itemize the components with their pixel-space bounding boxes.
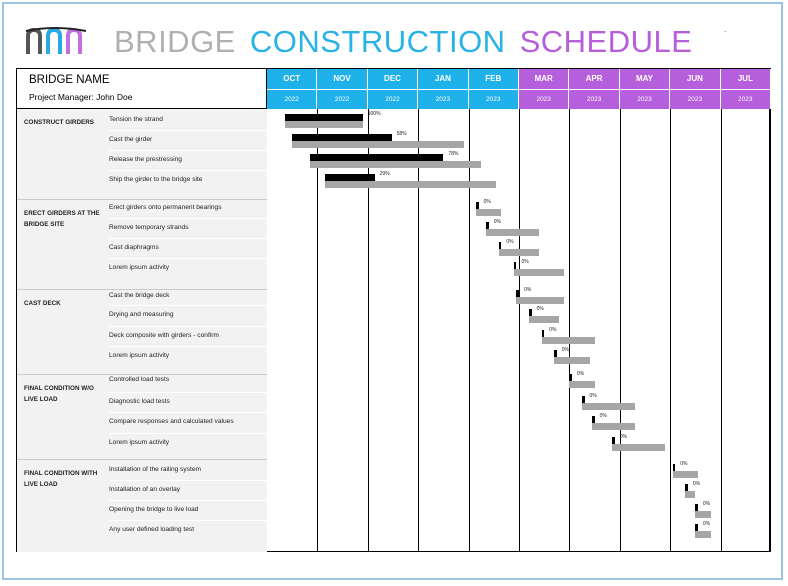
row-separator xyxy=(109,326,267,327)
year-header-may: 2023 xyxy=(620,89,670,109)
planned-bar[interactable] xyxy=(569,381,594,388)
bridge-logo xyxy=(24,26,88,61)
page-frame xyxy=(2,2,783,580)
task-name[interactable]: Ship the girder to the bridge site xyxy=(109,176,203,183)
project-manager-label[interactable]: Project Manager: John Doe xyxy=(29,92,133,102)
year-header-nov: 2022 xyxy=(317,89,367,109)
month-header-nov[interactable]: NOV xyxy=(317,69,367,89)
progress-percent: 0% xyxy=(536,306,544,312)
planned-bar[interactable] xyxy=(529,316,559,323)
grid-line xyxy=(620,109,621,552)
progress-bar[interactable] xyxy=(592,416,595,423)
planned-bar[interactable] xyxy=(695,511,710,518)
row-separator xyxy=(109,305,267,306)
planned-bar[interactable] xyxy=(514,269,564,276)
phase-label: CAST DECK xyxy=(24,300,61,307)
progress-bar[interactable] xyxy=(695,504,698,511)
progress-bar[interactable] xyxy=(569,374,572,381)
task-name[interactable]: Controlled load tests xyxy=(109,376,170,383)
month-header-may[interactable]: MAY xyxy=(620,69,670,89)
progress-percent: 0% xyxy=(506,239,514,245)
month-header-jan[interactable]: JAN xyxy=(418,69,468,89)
year-header-mar: 2023 xyxy=(519,89,569,109)
progress-bar[interactable] xyxy=(325,174,375,181)
task-name[interactable]: Installation of an overlay xyxy=(109,486,181,493)
title-word-schedule: SCHEDULE xyxy=(519,24,693,59)
planned-bar[interactable] xyxy=(582,403,635,410)
planned-bar[interactable] xyxy=(685,491,695,498)
task-name[interactable]: Any user defined loading test xyxy=(109,526,195,533)
month-header-dec[interactable]: DEC xyxy=(368,69,418,89)
phase-block xyxy=(17,374,267,459)
project-info-box xyxy=(17,69,267,109)
year-header-dec: 2022 xyxy=(368,89,418,109)
gantt-sheet xyxy=(16,68,771,552)
task-name[interactable]: Lorem ipsum activity xyxy=(109,264,170,271)
row-separator xyxy=(109,218,267,219)
task-name[interactable]: Opening the bridge to live load xyxy=(109,506,199,513)
row-separator xyxy=(109,433,267,434)
year-header-feb: 2023 xyxy=(469,89,519,109)
progress-percent: 0% xyxy=(599,413,607,419)
title-word-construction: CONSTRUCTION xyxy=(249,24,506,59)
grid-line xyxy=(569,109,570,552)
year-header-jan: 2023 xyxy=(418,89,468,109)
grid-line xyxy=(769,109,770,552)
progress-percent: 0% xyxy=(680,461,688,467)
task-name[interactable]: Diagnostic load tests xyxy=(109,398,170,405)
row-separator xyxy=(109,150,267,151)
progress-percent: 0% xyxy=(589,393,597,399)
task-name[interactable]: Cast the girder xyxy=(109,136,153,143)
progress-bar[interactable] xyxy=(685,484,688,491)
progress-bar[interactable] xyxy=(542,330,545,337)
phase-label: ERECT GIRDERS AT THE BRIDGE SITE xyxy=(24,210,100,228)
planned-bar[interactable] xyxy=(554,357,589,364)
progress-percent: 0% xyxy=(549,327,557,333)
planned-bar[interactable] xyxy=(310,161,481,168)
phase-label: CONSTRUCT GIRDERS xyxy=(24,119,94,126)
progress-bar[interactable] xyxy=(554,350,557,357)
month-header-jul[interactable]: JUL xyxy=(721,69,771,89)
planned-bar[interactable] xyxy=(673,471,698,478)
planned-bar[interactable] xyxy=(516,297,564,304)
planned-bar[interactable] xyxy=(292,141,463,148)
task-name[interactable]: Cast the bridge deck xyxy=(109,292,170,299)
year-header-jun: 2023 xyxy=(670,89,720,109)
progress-percent: 0% xyxy=(523,287,532,293)
progress-bar[interactable] xyxy=(310,154,444,161)
planned-bar[interactable] xyxy=(592,423,635,430)
progress-bar[interactable] xyxy=(612,437,615,444)
month-header-feb[interactable]: FEB xyxy=(469,69,519,89)
grid-line xyxy=(418,109,419,552)
progress-percent: 29% xyxy=(379,171,390,177)
corner-mark: . xyxy=(724,24,727,34)
task-name[interactable]: Remove temporary strands xyxy=(109,224,189,231)
progress-bar[interactable] xyxy=(529,309,532,316)
planned-bar[interactable] xyxy=(325,181,496,188)
progress-percent: 0% xyxy=(561,347,569,353)
row-separator xyxy=(109,412,267,413)
row-separator xyxy=(109,170,267,171)
bridge-name-label[interactable]: BRIDGE NAME xyxy=(29,74,110,86)
task-name[interactable]: Lorem ipsum activity xyxy=(109,439,170,446)
task-name[interactable]: Compare responses and calculated values xyxy=(109,418,234,425)
task-name[interactable]: Tension the strand xyxy=(109,116,163,123)
row-separator xyxy=(109,130,267,131)
task-name[interactable]: Drying and measuring xyxy=(109,311,174,318)
progress-bar[interactable] xyxy=(285,114,363,121)
planned-bar[interactable] xyxy=(285,121,363,128)
phase-label: FINAL CONDITION WITH LIVE LOAD xyxy=(24,470,98,488)
row-separator xyxy=(109,520,267,521)
task-name[interactable]: Erect girders onto permanent bearings xyxy=(109,204,222,211)
row-separator xyxy=(109,480,267,481)
year-header-apr: 2023 xyxy=(569,89,619,109)
progress-bar[interactable] xyxy=(514,262,517,269)
grid-line xyxy=(317,109,318,552)
grid-line xyxy=(670,109,671,552)
title-word-bridge: BRIDGE xyxy=(114,24,236,59)
task-name[interactable]: Release the prestressing xyxy=(109,156,182,163)
planned-bar[interactable] xyxy=(499,249,539,256)
row-separator xyxy=(109,258,267,259)
month-header-oct[interactable]: OCT xyxy=(267,69,317,89)
progress-bar[interactable] xyxy=(292,134,391,141)
progress-percent: 0% xyxy=(483,199,491,205)
month-header-jun[interactable]: JUN xyxy=(670,69,720,89)
planned-bar[interactable] xyxy=(695,531,710,538)
progress-percent: 100% xyxy=(367,111,381,117)
task-name[interactable]: Installation of the railing system xyxy=(109,466,201,473)
planned-bar[interactable] xyxy=(486,229,539,236)
planned-bar[interactable] xyxy=(542,337,595,344)
task-name[interactable]: Deck composite with girders - confirm xyxy=(109,332,219,339)
row-separator xyxy=(109,500,267,501)
progress-bar[interactable] xyxy=(486,222,489,229)
page-title xyxy=(114,24,706,60)
grid-line xyxy=(721,109,722,552)
month-header-mar[interactable]: MAR xyxy=(519,69,569,89)
progress-bar[interactable] xyxy=(695,524,698,531)
progress-percent: 78% xyxy=(448,151,459,157)
task-name[interactable]: Cast diaphragms xyxy=(109,244,159,251)
progress-percent: 0% xyxy=(493,219,501,225)
progress-percent: 0% xyxy=(619,434,627,440)
year-header-oct: 2022 xyxy=(267,89,317,109)
progress-percent: 0% xyxy=(702,521,711,527)
grid-line xyxy=(469,109,470,552)
progress-percent: 0% xyxy=(521,259,529,265)
progress-bar[interactable] xyxy=(499,242,502,249)
header xyxy=(4,4,781,66)
row-separator xyxy=(109,238,267,239)
progress-bar[interactable] xyxy=(582,396,585,403)
planned-bar[interactable] xyxy=(612,444,665,451)
progress-percent: 58% xyxy=(396,131,407,137)
task-name[interactable]: Lorem ipsum activity xyxy=(109,352,170,359)
progress-percent: 0% xyxy=(576,371,585,377)
grid-line xyxy=(519,109,520,552)
progress-bar[interactable] xyxy=(673,464,676,471)
row-separator xyxy=(109,392,267,393)
progress-percent: 0% xyxy=(692,481,701,487)
planned-bar[interactable] xyxy=(476,209,501,216)
progress-percent: 0% xyxy=(702,501,711,507)
progress-bar[interactable] xyxy=(516,290,519,297)
phase-label: FINAL CONDITION W/O LIVE LOAD xyxy=(24,385,94,403)
year-header-jul: 2023 xyxy=(721,89,771,109)
progress-bar[interactable] xyxy=(476,202,479,209)
month-header-apr[interactable]: APR xyxy=(569,69,619,89)
row-separator xyxy=(109,346,267,347)
